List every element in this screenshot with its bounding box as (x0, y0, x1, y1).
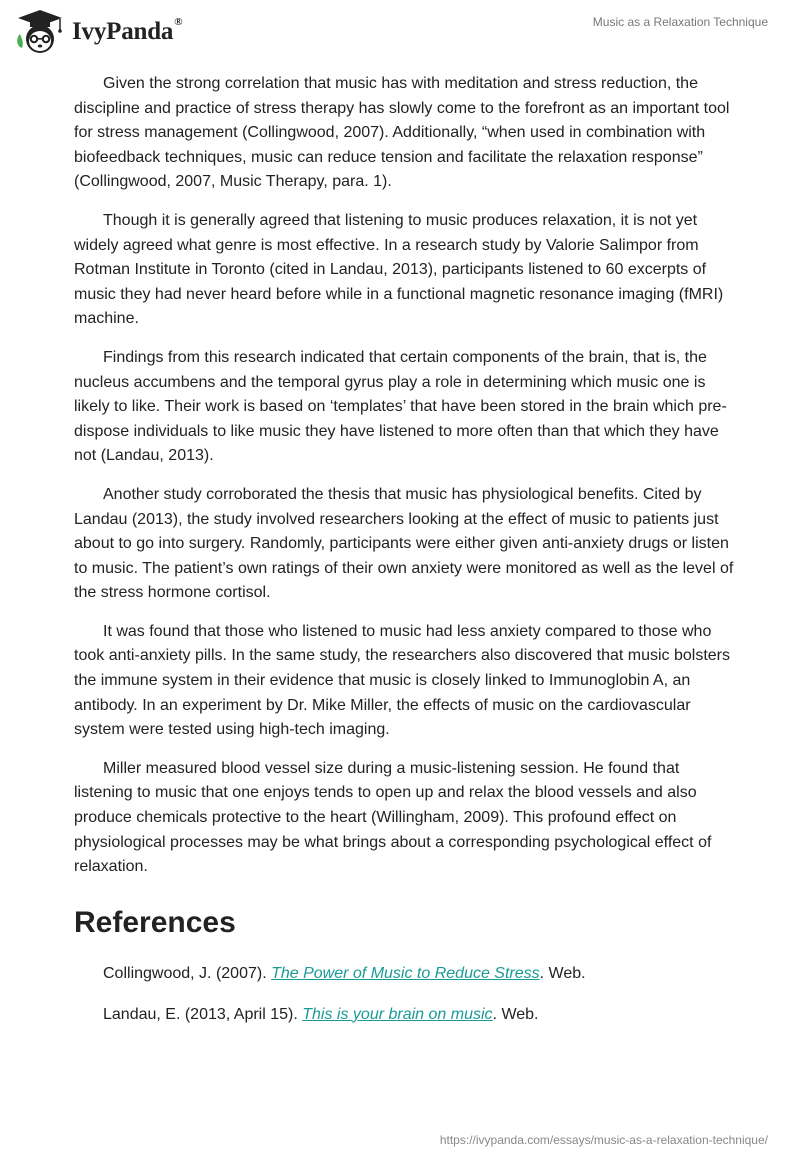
references-heading: References (74, 905, 236, 939)
reference-2-prefix: Landau, E. (2013, April 15). (103, 1005, 303, 1023)
registered-mark: ® (174, 16, 183, 28)
paragraph-5: It was found that those who listened to music had less anxiety compared to those who took anti-anxiety pills. In the same study, the researchers also discovered that music bolsters the immune system in their evidence that music is closely linked to Immunoglobin A, an antibody. In an experiment by Dr. Mike Miller, the effects of music on the cardiovascular system were tested using high-tech imaging. (74, 622, 731, 739)
panda-graduate-icon (14, 8, 66, 56)
document-title: Music as a Relaxation Technique (592, 15, 768, 29)
reference-1-prefix: Collingwood, J. (2007). (103, 964, 272, 982)
paragraph-1: Given the strong correlation that music has with meditation and stress reduction, the discipline and practice of stress therapy has slowly come to the forefront as an important tool for stress management (Collingwood, 2007). Additionally, “when used in combination with biofeedback techniques, music can reduce tension and facilitate the relaxation response” (Collingwood, 2007, Music Therapy, para. 1). (74, 75, 730, 191)
ivypanda-logo[interactable] (14, 8, 182, 56)
paragraph-4: Another study corroborated the thesis that music has physiological benefits. Cited by Landau (2013), the study involved researchers looking at the effect of music to patients just about to go into surgery. Randomly, participants were either given anti-anxiety drugs or listen to music. The patient’s own ratings of their own anxiety were monitored as well as the level of the stress hormone cortisol. (74, 485, 734, 602)
brand-name: IvyPanda® (72, 16, 183, 45)
reference-2-suffix: . Web. (492, 1005, 539, 1023)
reference-2-link[interactable]: This is your brain on music (302, 1005, 493, 1023)
reference-1-link[interactable]: The Power of Music to Reduce Stress (271, 964, 540, 982)
reference-item-1 (103, 962, 734, 986)
paragraph-3: Findings from this research indicated that certain components of the brain, that is, the nucleus accumbens and the temporal gyrus play a role in determining which music one is likely to like. Their work is based on ‘templates’ that have been stored in the brain which pre-dispose individuals to like music they have listened to more often than that which they have not (Landau, 2013). (74, 348, 727, 465)
footer-url[interactable]: https://ivypanda.com/essays/music-as-a-relaxation-technique/ (439, 1133, 768, 1147)
reference-item-2 (103, 1003, 734, 1027)
reference-1-suffix: . Web. (539, 964, 586, 982)
paragraph-2: Though it is generally agreed that listening to music produces relaxation, it is not yet widely agreed what genre is most effective. In a research study by Valorie Salimpor from Rotman Institute in Toronto (cited in Landau, 2013), participants listened to 60 excerpts of music they had never heard before while in a functional magnetic resonance imaging (fMRI) machine. (74, 211, 724, 328)
paragraph-6: Miller measured blood vessel size during a music-listening session. He found that listening to music that one enjoys tends to open up and relax the blood vessels and also produce chemicals protective to the heart (Willingham, 2009). This profound effect on physiological processes may be what brings about a corresponding psychological effect of relaxation. (74, 759, 712, 876)
essay-body (74, 72, 734, 1044)
page-header (0, 0, 800, 64)
